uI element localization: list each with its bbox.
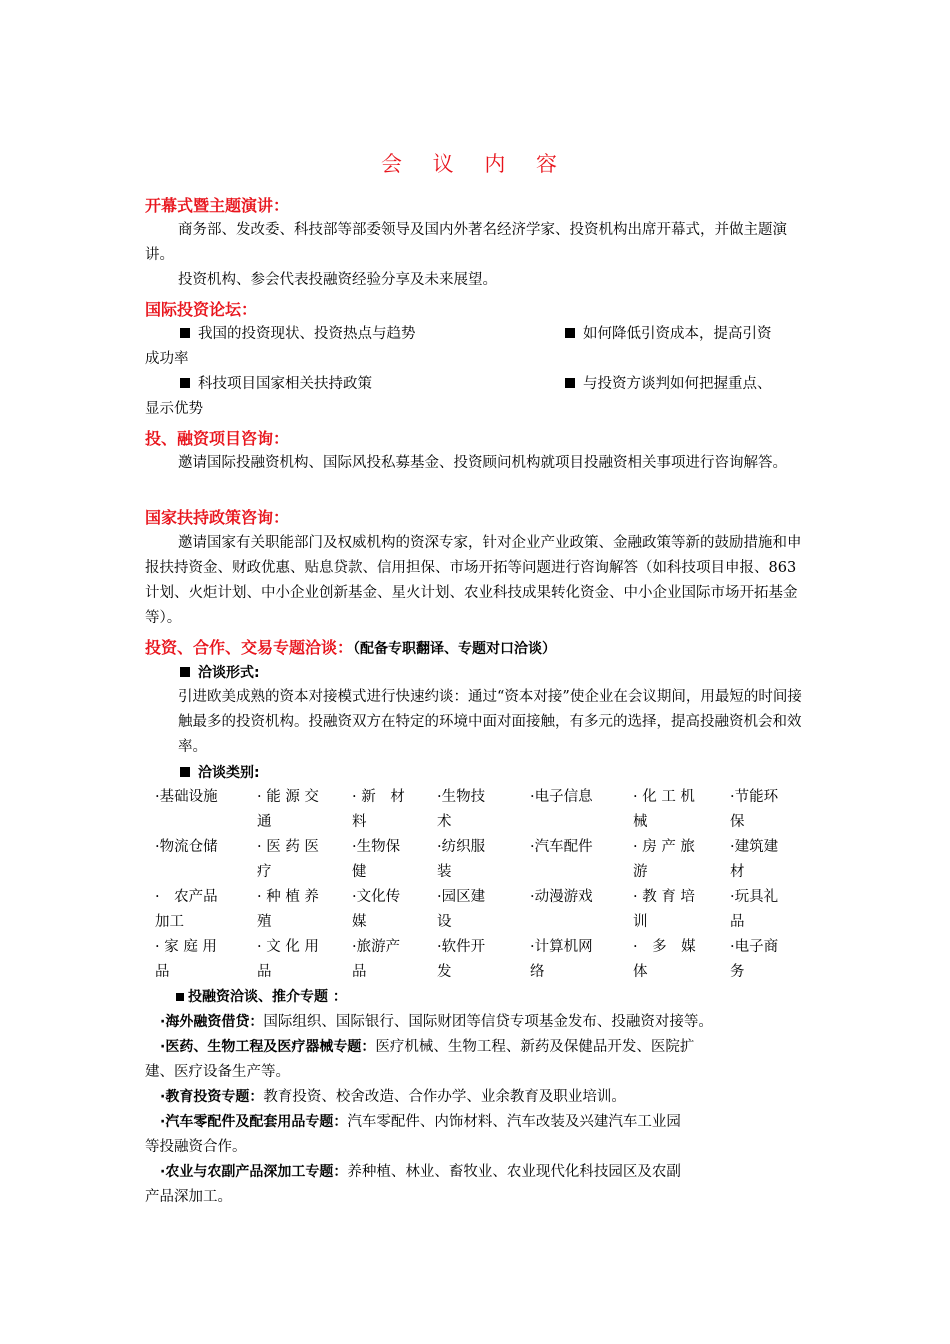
topic-5-cont: 产品深加工。 xyxy=(145,1189,232,1205)
square-bullet-icon xyxy=(565,378,575,388)
category-item: · 家 庭 用 品 xyxy=(155,939,217,980)
topic-4: ·汽车零配件及配套用品专题：汽车零配件、内饰材料、汽车改装及兴建汽车工业园 xyxy=(160,1114,681,1130)
forum-item-2: 如何降低引资成本，提高引资 xyxy=(565,322,772,347)
square-bullet-icon xyxy=(180,767,190,777)
forum-item-3: 科技项目国家相关扶持政策 xyxy=(180,372,372,397)
category-item: ·建筑建 材 xyxy=(730,839,779,880)
page-title: 会 议 内 容 xyxy=(380,152,570,176)
category-item: ·电子信息 xyxy=(530,789,593,805)
form-label: 洽谈形式: xyxy=(180,661,260,686)
form-paragraph: 引进欧美成熟的资本对接模式进行快速约谈：通过“资本对接”使企业在会议期间，用最短的时间接触最多的投资机构。投融资双方在特定的环境中面对面接触，有多元的选择，提高投融资机会和效率。 xyxy=(178,689,802,755)
category-item: ·物流仓储 xyxy=(155,839,218,855)
category-label: 洽谈类别: xyxy=(180,761,260,786)
section-heading-trade: 投资、合作、交易专题洽谈：（配备专职翻译、专题对口洽谈） xyxy=(145,638,557,657)
policy-paragraph: 邀请国家有关职能部门及权威机构的资深专家，针对企业产业政策、金融政策等新的鼓励措施和申报扶持资金、财政优惠、贴息贷款、信用担保、市场开拓等问题进行咨询解答（如科技项目申报、863计划、火炬计划、中小企业创新基金、星火计划、农业科技成果转化资金、中小企业国际市场开拓基金等）。 xyxy=(145,535,802,626)
opening-paragraph-2: 投资机构、参会代表投融资经验分享及未来展望。 xyxy=(178,272,497,288)
square-bullet-icon xyxy=(176,993,184,1001)
topic-1: ·海外融资借贷：国际组织、国际银行、国际财团等信贷专项基金发布、投融资对接等。 xyxy=(160,1014,713,1030)
category-item: · 农产品 加工 xyxy=(155,889,218,930)
topic-2-cont: 建、医疗设备生产等。 xyxy=(145,1064,290,1080)
category-item: · 能 源 交 通 xyxy=(257,789,319,830)
category-item: · 多 媒 体 xyxy=(633,939,696,980)
category-item: ·汽车配件 xyxy=(530,839,593,855)
category-item: ·生物技 术 xyxy=(437,789,486,830)
consult-paragraph: 邀请国际投融资机构、国际风投私募基金、投资顾问机构就项目投融资相关事项进行咨询解答。 xyxy=(178,455,787,471)
category-item: ·节能环 保 xyxy=(730,789,779,830)
topics-label: 投融资洽谈、推介专题 ： xyxy=(176,985,347,1010)
category-item: ·动漫游戏 xyxy=(530,889,593,905)
forum-item-1: 我国的投资现状、投资热点与趋势 xyxy=(180,322,416,347)
forum-item-4: 与投资方谈判如何把握重点、 xyxy=(565,372,772,397)
square-bullet-icon xyxy=(565,328,575,338)
category-item: ·计算机网 络 xyxy=(530,939,593,980)
category-item: ·文化传 媒 xyxy=(352,889,401,930)
forum-item-4-cont: 显示优势 xyxy=(145,401,203,417)
category-item: · 文 化 用 品 xyxy=(257,939,319,980)
topic-5: ·农业与农副产品深加工专题：养种植、林业、畜牧业、农业现代化科技园区及农副 xyxy=(160,1164,681,1180)
trade-note: （配备专职翻译、专题对口洽谈） xyxy=(353,641,557,657)
category-item: · 医 药 医 疗 xyxy=(257,839,319,880)
category-item: · 教 育 培 训 xyxy=(633,889,695,930)
square-bullet-icon xyxy=(180,378,190,388)
category-item: ·软件开 发 xyxy=(437,939,486,980)
category-item: · 房 产 旅 游 xyxy=(633,839,695,880)
forum-item-2-cont: 成功率 xyxy=(145,351,189,367)
category-item: · 种 植 养 殖 xyxy=(257,889,319,930)
section-heading-consult: 投、融资项目咨询： xyxy=(145,429,290,448)
category-item: ·玩具礼 品 xyxy=(730,889,779,930)
section-heading-forum: 国际投资论坛： xyxy=(145,300,258,319)
section-heading-opening: 开幕式暨主题演讲： xyxy=(145,196,290,215)
category-item: ·生物保 健 xyxy=(352,839,401,880)
topic-2: ·医药、生物工程及医疗器械专题：医疗机械、生物工程、新药及保健品开发、医院扩 xyxy=(160,1039,695,1055)
section-heading-policy: 国家扶持政策咨询： xyxy=(145,508,290,527)
category-item: ·基础设施 xyxy=(155,789,218,805)
category-item: ·纺织服 装 xyxy=(437,839,486,880)
topic-3: ·教育投资专题：教育投资、校舍改造、合作办学、业余教育及职业培训。 xyxy=(160,1089,626,1105)
category-item: ·电子商 务 xyxy=(730,939,779,980)
category-item: · 新 材 料 xyxy=(352,789,405,830)
category-item: · 化 工 机 械 xyxy=(633,789,695,830)
category-item: ·旅游产 品 xyxy=(352,939,401,980)
topic-4-cont: 等投融资合作。 xyxy=(145,1139,247,1155)
opening-paragraph-1: 商务部、发改委、科技部等部委领导及国内外著名经济学家、投资机构出席开幕式，并做主题演讲。 xyxy=(145,222,787,263)
square-bullet-icon xyxy=(180,328,190,338)
square-bullet-icon xyxy=(180,667,190,677)
category-item: ·园区建 设 xyxy=(437,889,486,930)
